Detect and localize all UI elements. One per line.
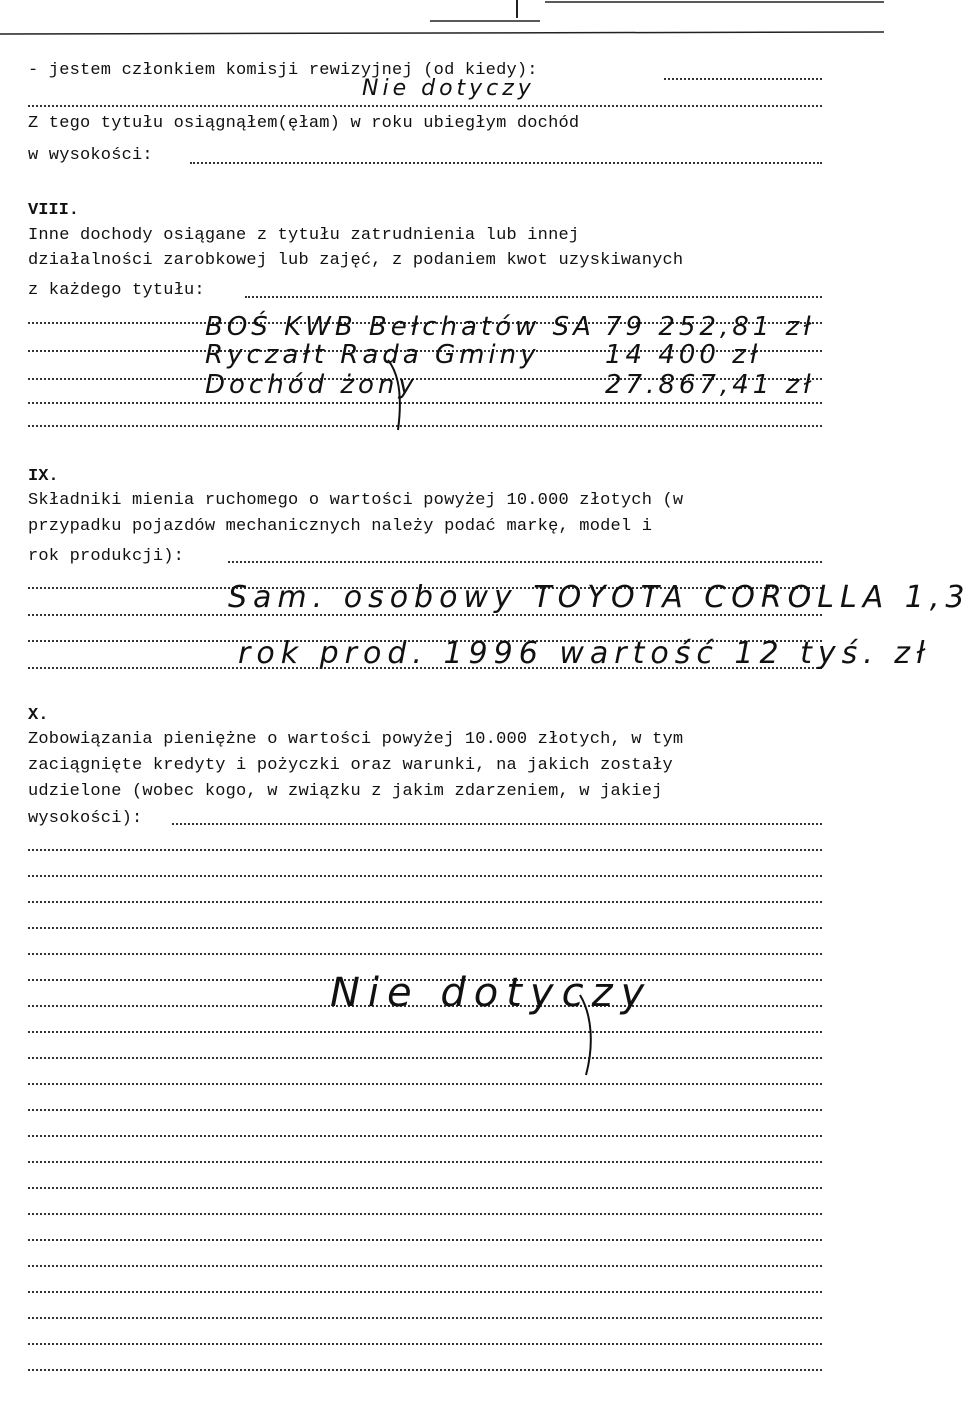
dotted-fill-line [28, 425, 822, 427]
section-x-text-3: udzielone (wobec kogo, w związku z jakim zdarzeniem, w jakiej [28, 782, 663, 801]
dotted-fill-line [664, 78, 822, 80]
income-source-2: Ryczałt Rada Gminy [205, 340, 540, 370]
dotted-fill-line [28, 402, 822, 404]
dotted-fill-line [28, 1135, 822, 1137]
section-viii-text-2: działalności zarobkowej lub zajęć, z podaniem kwot uzyskiwanych [28, 251, 684, 270]
dotted-fill-line [28, 1161, 822, 1163]
dotted-fill-line [28, 1083, 822, 1085]
section-ix-text-3: rok produkcji): [28, 547, 185, 566]
dotted-fill-line [28, 849, 822, 851]
dotted-fill-line [28, 1187, 822, 1189]
dotted-fill-line [28, 875, 822, 877]
section-x-text-1: Zobowiązania pieniężne o wartości powyżej 10.000 złotych, w tym [28, 730, 684, 749]
dotted-fill-line [190, 162, 822, 164]
dotted-fill-line [28, 1291, 822, 1293]
bracket-stroke [380, 355, 420, 435]
section-ix-heading: IX. [28, 467, 59, 486]
section-viii-text-1: Inne dochody osiągane z tytułu zatrudnienia lub innej [28, 226, 580, 245]
dotted-fill-line [28, 901, 822, 903]
dotted-fill-line [28, 1317, 822, 1319]
dotted-fill-line [172, 823, 822, 825]
dotted-fill-line [28, 927, 822, 929]
handwriting-tail-stroke [570, 990, 610, 1080]
handwritten-not-applicable: Nie dotyczy [330, 970, 653, 1016]
membership-audit-committee-text: - jestem członkiem komisji rewizyjnej (od kiedy): [28, 61, 538, 80]
dotted-fill-line [28, 1109, 822, 1111]
section-x-text-4: wysokości): [28, 809, 143, 828]
income-amount-3: 27.867,41 zł [605, 370, 815, 400]
amount-label-text: w wysokości: [28, 146, 153, 165]
dotted-fill-line [28, 105, 822, 107]
section-ix-text-2: przypadku pojazdów mechanicznych należy podać markę, model i [28, 517, 653, 536]
section-x-heading: X. [28, 706, 49, 725]
section-viii-text-3: z każdego tytułu: [28, 281, 205, 300]
section-viii-heading: VIII. [28, 201, 80, 220]
top-edge-lines [0, 0, 884, 40]
income-source-1: BOŚ KWB Bełchatów SA [205, 312, 595, 342]
movable-asset-line-2: rok prod. 1996 wartość 12 tyś. zł [238, 636, 931, 671]
dotted-fill-line [28, 1239, 822, 1241]
handwritten-not-applicable-top: Nie dotyczy [362, 76, 535, 101]
dotted-fill-line [28, 1265, 822, 1267]
section-ix-text-1: Składniki mienia ruchomego o wartości powyżej 10.000 złotych (w [28, 491, 684, 510]
dotted-fill-line [228, 561, 822, 563]
income-from-title-text: Z tego tytułu osiągnąłem(ęłam) w roku ubiegłym dochód [28, 114, 580, 133]
dotted-fill-line [28, 953, 822, 955]
income-amount-2: 14 400 zł [605, 340, 762, 370]
dotted-fill-line [28, 1343, 822, 1345]
dotted-fill-line [28, 1213, 822, 1215]
movable-asset-line-1: Sam. osobowy TOYOTA COROLLA 1,3 [228, 580, 970, 615]
dotted-fill-line [28, 1031, 822, 1033]
section-x-text-2: zaciągnięte kredyty i pożyczki oraz warunki, na jakich zostały [28, 756, 673, 775]
income-amount-1: 79 252,81 zł [605, 312, 815, 342]
dotted-fill-line [245, 296, 822, 298]
dotted-fill-line [28, 1057, 822, 1059]
dotted-fill-line [28, 1369, 822, 1371]
income-source-3: Dochód żony [205, 370, 418, 400]
